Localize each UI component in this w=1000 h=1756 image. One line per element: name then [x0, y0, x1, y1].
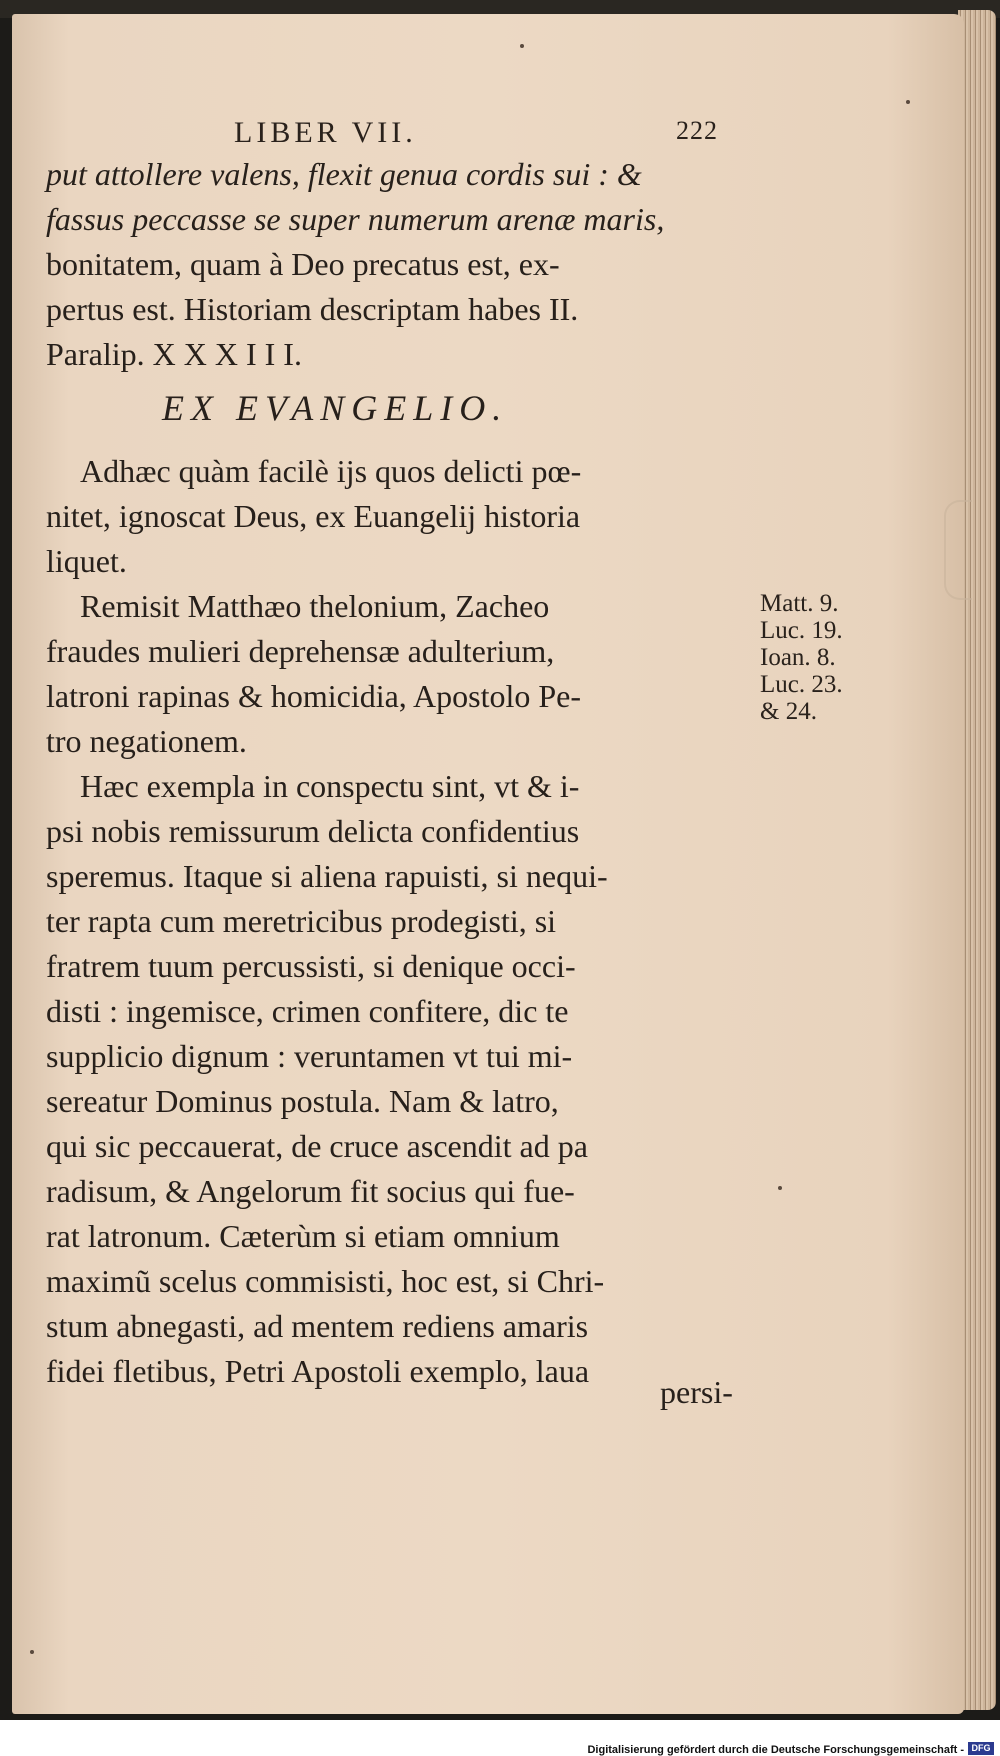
margin-note: & 24.: [760, 698, 817, 725]
running-title: LIBER VII.: [234, 116, 417, 149]
paragraph-line: supplicio dignum : veruntamen vt tui mi-: [46, 1038, 573, 1074]
paragraph-line: rat latronum. Cæterùm si etiam omnium: [46, 1218, 560, 1254]
paragraph-line: ter rapta cum meretricibus prodegisti, si: [46, 903, 557, 939]
text-line: Paralip. X X X I I I.: [46, 336, 302, 372]
text-block: [46, 152, 746, 1394]
ink-speck: [520, 44, 524, 48]
paragraph-line: sereatur Dominus postula. Nam & latro,: [46, 1083, 559, 1119]
dfg-logo: DFG: [968, 1742, 994, 1755]
bookmark-tab: [944, 500, 972, 600]
paragraph-line: qui sic peccauerat, de cruce ascendit ad pa: [46, 1128, 588, 1164]
margin-note: Matt. 9.: [760, 590, 839, 617]
paragraph-line: fratrem tuum percussisti, si denique occi-: [46, 948, 576, 984]
ink-speck: [778, 1186, 782, 1190]
paragraph-line: radisum, & Angelorum fit socius qui fue-: [46, 1173, 575, 1209]
text-line: fassus peccasse se super numerum arenæ maris,: [46, 201, 665, 237]
text-line: put attollere valens, flexit genua cordis sui : &: [46, 156, 642, 192]
paragraph-line: Adhæc quàm facilè ijs quos delicti pœ-: [80, 453, 582, 489]
margin-note: Luc. 23.: [760, 671, 843, 698]
ink-speck: [30, 1650, 34, 1654]
catchword: persi-: [660, 1374, 733, 1410]
margin-notes: [760, 590, 860, 725]
paragraph-line: tro negationem.: [46, 723, 247, 759]
paragraph-line: nitet, ignoscat Deus, ex Euangelij historia: [46, 498, 581, 534]
paragraph-line: stum abnegasti, ad mentem rediens amaris: [46, 1308, 589, 1344]
paragraph-line: fraudes mulieri deprehensæ adulterium,: [46, 633, 555, 669]
text-line: bonitatem, quam à Deo precatus est, ex-: [46, 246, 560, 282]
paragraph-line: Remisit Matthæo thelonium, Zacheo: [80, 588, 550, 624]
text-line: pertus est. Historiam descriptam habes II.: [46, 291, 579, 327]
paragraph-line: latroni rapinas & homicidia, Apostolo Pe-: [46, 678, 582, 714]
paragraph-line: psi nobis remissurum delicta confidentius: [46, 813, 580, 849]
ink-speck: [906, 100, 910, 104]
paragraph-line: liquet.: [46, 543, 127, 579]
paragraph-line: maximũ scelus commisisti, hoc est, si Chri-: [46, 1263, 605, 1299]
margin-note: Luc. 19.: [760, 617, 843, 644]
paragraph-line: speremus. Itaque si aliena rapuisti, si nequi-: [46, 858, 608, 894]
paragraph-line: disti : ingemisce, crimen confitere, dic te: [46, 993, 569, 1029]
running-head: [0, 116, 1000, 149]
paragraph-line: fidei fletibus, Petri Apostoli exemplo, laua: [46, 1353, 590, 1389]
section-heading: EX EVANGELIO.: [162, 388, 509, 428]
margin-note: Ioan. 8.: [760, 644, 836, 671]
page-number: 222: [676, 116, 718, 145]
footer-credit: Digitalisierung gefördert durch die Deutsche Forschungsgemeinschaft -: [587, 1744, 964, 1756]
paragraph-line: Hæc exempla in conspectu sint, vt & i-: [80, 768, 580, 804]
